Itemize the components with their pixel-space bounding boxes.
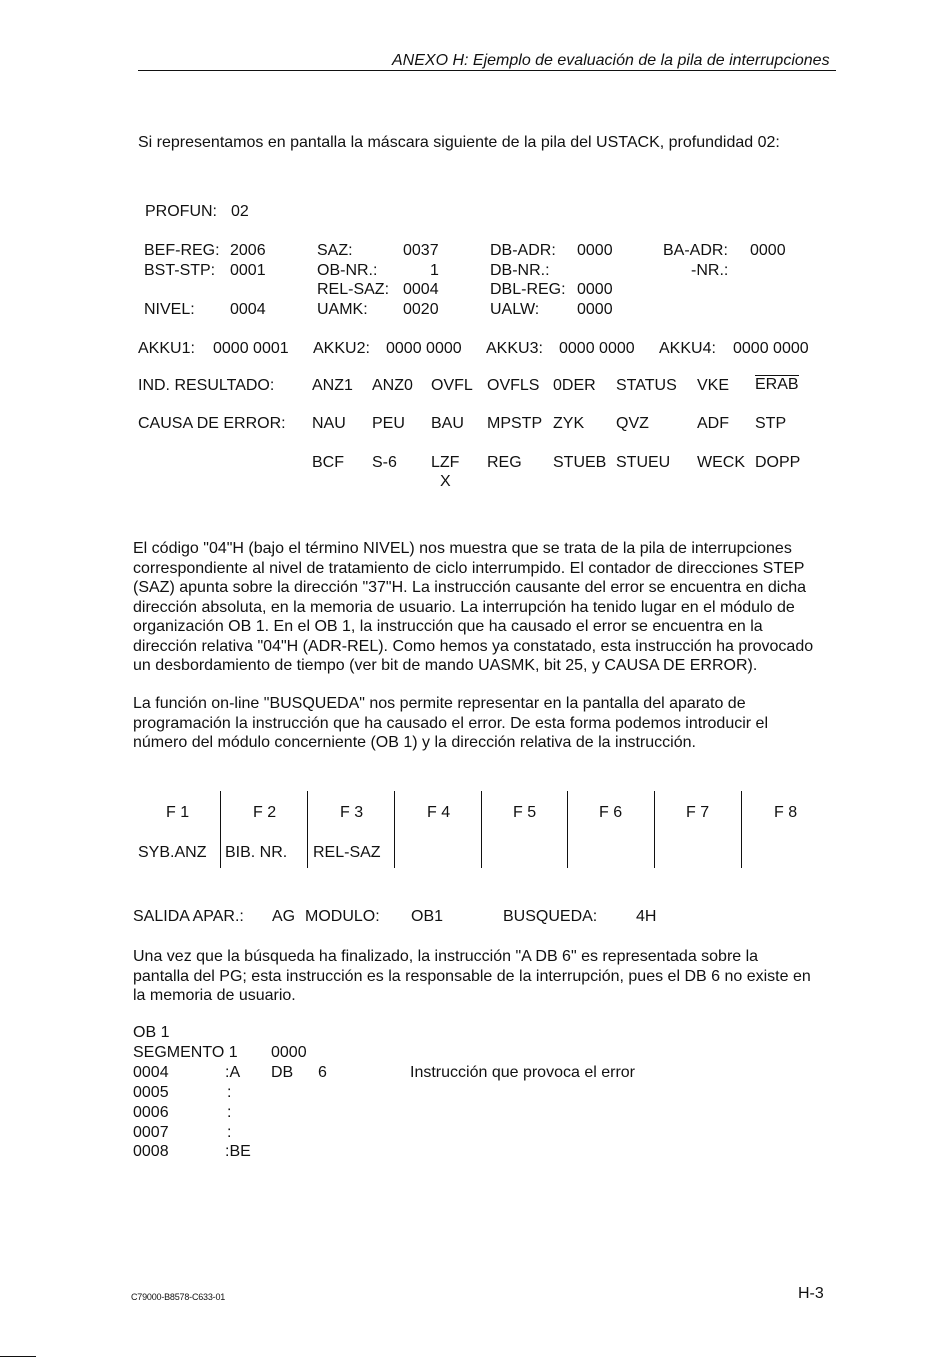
busqueda-value: 4H [636, 908, 657, 925]
fkey-separator [220, 791, 221, 868]
profun-label: PROFUN: [145, 203, 217, 220]
fkey-f1-label: SYB.ANZ [138, 844, 207, 861]
err-reg: REG [487, 454, 522, 471]
nivel-value: 0004 [230, 301, 266, 318]
fkey-separator [307, 791, 308, 868]
flag-erab: ERAB [755, 376, 799, 393]
flag-status: STATUS [616, 377, 677, 394]
fkey-f4[interactable]: F 4 [427, 804, 451, 821]
err-bau: BAU [431, 415, 464, 432]
akku3-value: 0000 0000 [559, 340, 635, 357]
paragraph-line: dirección relativa "04"H (ADR-REL). Como hemos ya constatado, esta instrucción ha provocado [133, 637, 814, 655]
err-peu: PEU [372, 415, 405, 432]
err-nau: NAU [312, 415, 346, 432]
lzf-mark: X [440, 473, 451, 490]
ind-resultado-label: IND. RESULTADO: [138, 377, 275, 394]
saz-value: 0037 [403, 242, 439, 259]
profun-value: 02 [231, 203, 249, 220]
fkey-f1[interactable]: F 1 [166, 804, 190, 821]
salida-label: SALIDA APAR.: [133, 908, 244, 925]
err-zyk: ZYK [553, 415, 585, 432]
flag-anz1: ANZ1 [312, 377, 353, 394]
ag-label: AG [272, 908, 296, 925]
ualw-label: UALW: [490, 301, 540, 318]
paragraph-line: número del módulo concerniente (OB 1) y la dirección relativa de la instrucción. [133, 734, 696, 751]
fkey-f3[interactable]: F 3 [340, 804, 364, 821]
fkey-separator [567, 791, 568, 868]
err-lzf: LZF [431, 454, 460, 471]
err-stueu: STUEU [616, 454, 671, 471]
bef-reg-value: 2006 [230, 242, 266, 259]
paragraph-line: organización OB 1. En el OB 1, la instrucción que ha causado el error se encuentra en la [133, 618, 763, 635]
db-adr-label: DB-ADR: [490, 242, 556, 259]
rel-saz-value: 0004 [403, 281, 439, 298]
rel-saz-label: REL-SAZ: [317, 281, 390, 298]
listing-op: :BE [225, 1143, 251, 1160]
paragraph-resultado [133, 947, 833, 1006]
ba-adr-value: 0000 [750, 242, 786, 259]
ob-nr-value: 1 [430, 262, 439, 279]
fkey-f2-label: BIB. NR. [225, 844, 288, 861]
paragraph-line: La función on-line "BUSQUEDA" nos permite representar en la pantalla del aparato de [133, 695, 746, 712]
listing-param: 6 [318, 1064, 327, 1081]
akku1-value: 0000 0001 [213, 340, 289, 357]
busqueda-label: BUSQUEDA: [503, 908, 598, 925]
bst-stp-value: 0001 [230, 262, 266, 279]
err-weck: WECK [697, 454, 745, 471]
fkey-f8[interactable]: F 8 [774, 804, 798, 821]
ob-nr-label: OB-NR.: [317, 262, 378, 279]
akku4-label: AKKU4: [659, 340, 716, 357]
scan-mark [0, 1356, 36, 1357]
fkey-separator [394, 791, 395, 868]
listing-ob: OB 1 [133, 1024, 170, 1041]
fkey-separator [654, 791, 655, 868]
err-bcf: BCF [312, 454, 344, 471]
paragraph-busqueda [133, 694, 833, 753]
fkey-separator [481, 791, 482, 868]
paragraph-line: programación la instrucción que ha causado el error. De esta forma podemos introducir el [133, 714, 768, 732]
flag-ovfls: OVFLS [487, 377, 540, 394]
fkey-f7[interactable]: F 7 [686, 804, 710, 821]
db-nr-label: DB-NR.: [490, 262, 550, 279]
akku2-value: 0000 0000 [386, 340, 462, 357]
listing-addr: 0006 [133, 1104, 169, 1121]
dbl-reg-value: 0000 [577, 281, 613, 298]
listing-addr: 0004 [133, 1064, 169, 1081]
err-adf: ADF [697, 415, 729, 432]
flag-0der: 0DER [553, 377, 596, 394]
paragraph-line: El código "04"H (bajo el término NIVEL) nos muestra que se trata de la pila de interrupciones [133, 540, 792, 557]
flag-ovfl: OVFL [431, 377, 473, 394]
paragraph-line: la memoria de usuario. [133, 987, 296, 1004]
paragraph-line: pantalla del PG; esta instrucción es la responsable de la interrupción, pues el DB 6 no existe en [133, 967, 811, 985]
listing-op: : [227, 1124, 232, 1141]
akku3-label: AKKU3: [486, 340, 543, 357]
listing-addr: 0005 [133, 1084, 169, 1101]
listing-op: : [227, 1084, 232, 1101]
akku2-label: AKKU2: [313, 340, 370, 357]
listing-segmento: SEGMENTO 1 [133, 1044, 238, 1061]
err-stueb: STUEB [553, 454, 607, 471]
listing-addr: 0008 [133, 1143, 169, 1160]
paragraph-nivel [133, 539, 833, 676]
uamk-value: 0020 [403, 301, 439, 318]
listing-op: : [227, 1104, 232, 1121]
page-number: H-3 [798, 1285, 824, 1302]
err-qvz: QVZ [616, 415, 649, 432]
err-dopp: DOPP [755, 454, 801, 471]
causa-error-label: CAUSA DE ERROR: [138, 415, 286, 432]
ualw-value: 0000 [577, 301, 613, 318]
paragraph-line: correspondiente al nivel de tratamiento de ciclo interrumpido. El contador de direcciones STEP [133, 559, 805, 577]
ba-adr-label: BA-ADR: [663, 242, 728, 259]
listing-comment: Instrucción que provoca el error [410, 1064, 635, 1081]
modulo-value: OB1 [411, 908, 444, 925]
saz-label: SAZ: [317, 242, 353, 259]
listing-operand: DB [271, 1064, 294, 1081]
err-stp: STP [755, 415, 787, 432]
fkey-f2[interactable]: F 2 [253, 804, 277, 821]
uamk-label: UAMK: [317, 301, 368, 318]
fkey-f3-label: REL-SAZ [313, 844, 381, 861]
header-title: ANEXO H: Ejemplo de evaluación de la pila de interrupciones [392, 52, 830, 69]
akku1-label: AKKU1: [138, 340, 195, 357]
err-mpstp: MPSTP [487, 415, 543, 432]
listing-addr: 0007 [133, 1124, 169, 1141]
paragraph-line: Una vez que la búsqueda ha finalizado, la instrucción "A DB 6" es representada sobre la [133, 948, 759, 965]
bst-stp-label: BST-STP: [144, 262, 216, 279]
intro-text: Si representamos en pantalla la máscara siguiente de la pila del USTACK, profundidad 02: [138, 134, 780, 151]
document-code: C79000-B8578-C633-01 [131, 1292, 226, 1302]
listing-segmento-value: 0000 [271, 1044, 307, 1061]
db-adr-value: 0000 [577, 242, 613, 259]
listing-op: :A [225, 1064, 241, 1081]
nivel-label: NIVEL: [144, 301, 195, 318]
header-rule [138, 70, 836, 71]
bef-reg-label: BEF-REG: [144, 242, 220, 259]
nr-label: -NR.: [691, 262, 729, 279]
paragraph-line: (SAZ) apunta sobre la dirección "37"H. La instrucción causante del error se encuentra en dicha [133, 579, 807, 596]
err-s6: S-6 [372, 454, 397, 471]
paragraph-line: dirección absoluta, en la memoria de usuario. La interrupción ha tenido lugar en el módulo de [133, 598, 795, 616]
flag-vke: VKE [697, 377, 730, 394]
paragraph-line: un desbordamiento de tiempo (ver bit de mando UASMK, bit 25, y CAUSA DE ERROR). [133, 657, 758, 674]
fkey-f5[interactable]: F 5 [513, 804, 537, 821]
fkey-f6[interactable]: F 6 [599, 804, 623, 821]
akku4-value: 0000 0000 [733, 340, 809, 357]
flag-anz0: ANZ0 [372, 377, 413, 394]
modulo-label: MODULO: [305, 908, 380, 925]
fkey-separator [741, 791, 742, 868]
dbl-reg-label: DBL-REG: [490, 281, 566, 298]
